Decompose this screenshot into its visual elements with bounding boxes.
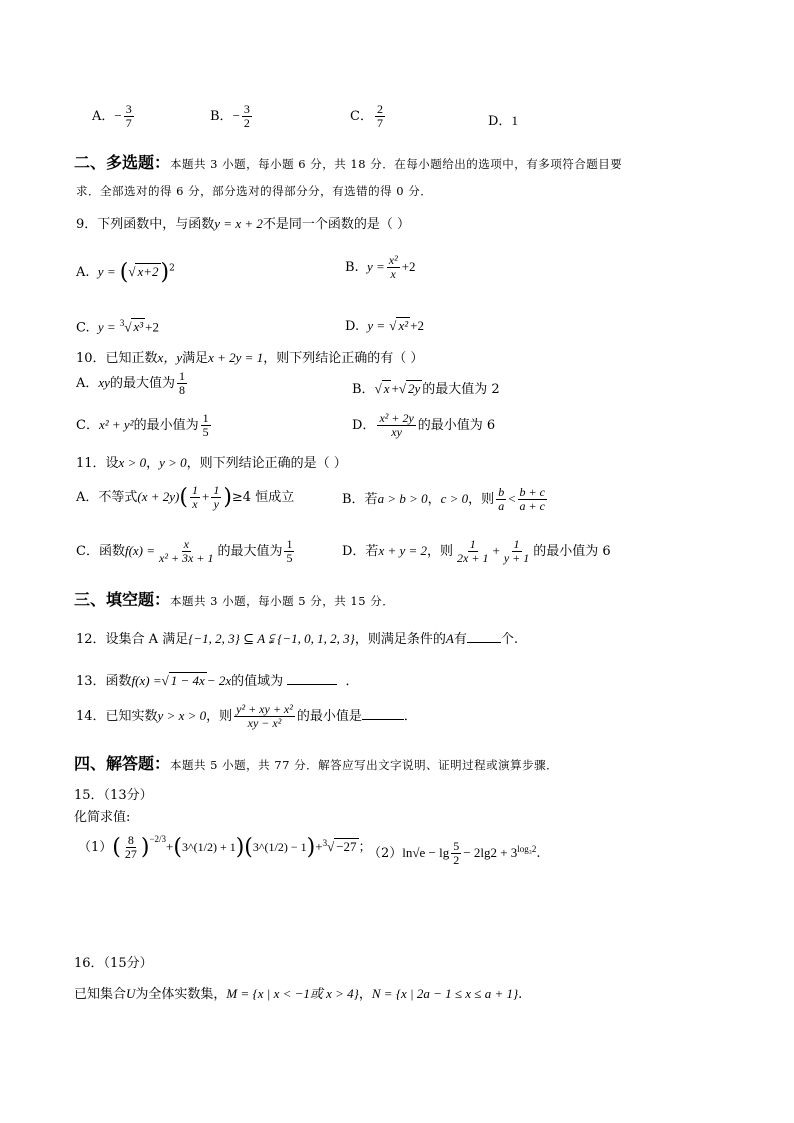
q9-option-b: B. y = $\frac{\text{x²}}{x}$ +2 [345,253,416,282]
q12: 12．设集合 A 满足{−1, 2, 3} ⊆ A ⫋ {−1, 0, 1, 2, 3}，则满足条件的A有 个. [76,631,518,647]
q9-option-d: D. y = √ x² +2 [345,318,424,334]
q12-answer-blank[interactable] [467,642,501,643]
q14: 14．已知实数y > x > 0，则 $\frac{\text{y² + xy + x²}}{\text{xy − x²}}$ 的最小值是 ． [76,702,417,731]
q8-option-b: B．− $\frac{3}{2}$ [210,102,250,131]
q15-title: 15．（13分） [74,788,153,803]
q8-option-a: A．− $\frac{3}{7}$ [92,102,132,131]
q10-option-a: A．xy的最大值为 $\frac{1}{8}$ [76,369,185,398]
q9-stem: 9．下列函数中，与函数y = x + 2不是同一个函数的是（ ） [76,216,411,232]
section3-header: 三、填空题：本题共 3 小题，每小题 5 分，共 15 分． [74,590,395,609]
q16-title: 16．（15分） [74,956,153,971]
q11-option-c: C．函数f(x) = $\frac{x}{\text{x² + 3x + 1}}$ 的最大值为 $\frac{1}{5}$ [76,537,293,566]
q10-stem: 10．已知正数x，y满足x + 2y = 1，则下列结论正确的有（ ） [76,350,424,366]
q15-subtitle: 化简求值: [74,810,131,825]
q14-answer-blank[interactable] [362,719,404,720]
q15-part1: （1）( $\frac{8}{27}$ )$^{-2/3}$+(3^(1/2) + 1)(3^(1/2) − 1)+$^3$√ −27 ； [78,833,372,862]
section4-header: 四、解答题：本题共 5 小题，共 77 分．解答应写出文字说明、证明过程或演算步骤． [74,754,559,773]
section2-note-line2: 求．全部选对的得 6 分，部分选对的得部分分，有选错的得 0 分． [76,184,433,198]
q8-option-d: D．1 [488,113,518,129]
q13: 13．函数f(x) =√ 1 − 4x − 2x的值域为 ． [76,673,359,689]
q11-option-d: D．若x + y = 2，则 $\frac{1}{2x + 1}$ + $\frac{1}{y + 1}$ 的最小值为 6 [342,537,611,566]
q15-part2: （2）ln√e − lg $\frac{5}{2}$ − $2\lg 2 + 3^{log_32}$. [368,839,541,868]
q11-stem: 11．设x > 0，y > 0，则下列结论正确的是（ ） [76,455,347,471]
q10-option-d: D． $\frac{\text{x² + 2y}}{xy}$ 的最小值为 6 [352,411,496,440]
q9-option-a: A. y = (√ x+2)$^2$ [76,260,175,285]
q11-option-b: B．若a > b > 0，c > 0，则 $\frac{b}{a}$ < $\frac{b + c}{a + c}$ [342,485,545,514]
q16-stem: 已知集合U为全体实数集，M = {x | x < −1或 x > 4}，N = {x | 2a − 1 ≤ x ≤ a + 1}. [74,986,523,1002]
q11-option-a: A．不等式(x + 2y)( $\frac{1}{x}$ + $\frac{1}{y}$ )≥4 恒成立 [76,483,295,512]
q8-option-c: C． $\frac{2}{7}$ [350,102,383,131]
q10-option-b: B．√ x +√ 2y 的最大值为 2 [352,381,500,397]
section2-header: 二、多选题：本题共 3 小题，每小题 6 分，共 18 分．在每小题给出的选项中，有多项符合题目要 [74,153,623,172]
q9-option-c: C. y = $^3$√ x³ +2 [76,318,159,336]
q13-answer-blank[interactable] [287,684,337,685]
q10-option-c: C．x² + y²的最小值为 $\frac{1}{5}$ [76,411,209,440]
